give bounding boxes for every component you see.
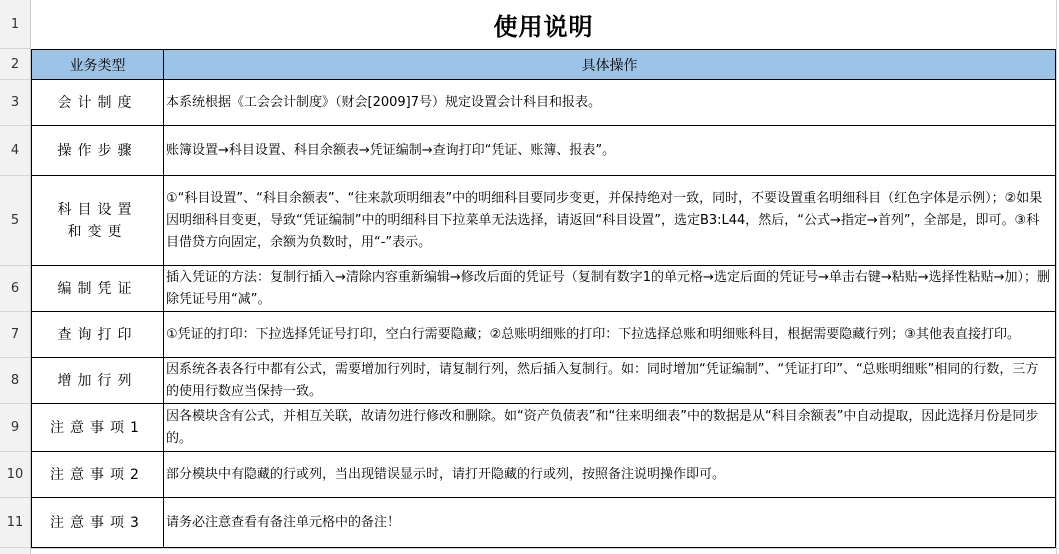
header-business-type[interactable]: 业务类型	[31, 49, 164, 80]
gridline	[1056, 0, 1057, 554]
row-header-2[interactable]: 2	[0, 49, 31, 80]
type-cell[interactable]: 注意事项1	[31, 404, 164, 452]
operation-cell[interactable]: 因系统各表各行中都有公式，需要增加行列时，请复制行列，然后插入复制行。如：同时增加“凭证编制”、“凭证打印”、“总账明细账”相同的行数，三方的使用行数应当保持一致。	[163, 358, 1056, 404]
operation-cell[interactable]: 插入凭证的方法：复制行插入→清除内容重新编辑→修改后面的凭证号（复制有数字1的单元格→选定后面的凭证号→单击右键→粘贴→选择性粘贴→加）；删除凭证号用“减”。	[163, 266, 1056, 312]
row-header-12[interactable]	[0, 548, 31, 554]
row-header-9[interactable]: 9	[0, 404, 31, 452]
operation-cell[interactable]: 请务必注意查看有备注单元格中的备注！	[163, 498, 1056, 548]
type-cell[interactable]: 查询打印	[31, 312, 164, 358]
page-title[interactable]	[31, 0, 1056, 50]
type-cell[interactable]: 会计制度	[31, 80, 164, 126]
row-header-6[interactable]: 6	[0, 266, 31, 312]
header-operation[interactable]: 具体操作	[163, 49, 1056, 80]
row-header-11[interactable]: 11	[0, 498, 31, 548]
title-text: 使用说明	[493, 13, 594, 41]
row-header-7[interactable]: 7	[0, 312, 31, 358]
row-header-8[interactable]: 8	[0, 358, 31, 404]
type-cell[interactable]: 操作步骤	[31, 126, 164, 176]
gridline	[31, 548, 1059, 549]
operation-cell[interactable]: 账簿设置→科目设置、科目余额表→凭证编制→查询打印“凭证、账簿、报表”。	[163, 126, 1056, 176]
row-header-1[interactable]: 1	[0, 0, 31, 49]
row-header-10[interactable]: 10	[0, 452, 31, 498]
type-cell[interactable]: 科目设置和变更	[31, 176, 164, 266]
operation-cell[interactable]: ①“科目设置”、“科目余额表”、“往来款项明细表”中的明细科目要同步变更，并保持绝对一致，同时，不要设置重名明细科目（红色字体是示例）；②如果因明细科目变更，导致“凭证编制”中的明细科目下拉菜单无法选择，请返回“科目设置”，选定B3:L44，然后，“公式→指定→首列”，全部是，即可。③科目借贷方向固定，余额为负数时，用“-”表示。	[163, 176, 1056, 266]
operation-cell[interactable]: ①凭证的打印：下拉选择凭证号打印，空白行需要隐藏；②总账明细账的打印：下拉选择总账和明细账科目，根据需要隐藏行列；③其他表直接打印。	[163, 312, 1056, 358]
type-cell[interactable]: 注意事项2	[31, 452, 164, 498]
type-cell[interactable]: 编制凭证	[31, 266, 164, 312]
type-cell[interactable]: 增加行列	[31, 358, 164, 404]
row-header-4[interactable]: 4	[0, 126, 31, 176]
row-header-5[interactable]: 5	[0, 176, 31, 266]
operation-cell[interactable]: 本系统根据《工会会计制度》（财会[2009]7号）规定设置会计科目和报表。	[163, 80, 1056, 126]
row-header-3[interactable]: 3	[0, 80, 31, 126]
operation-cell[interactable]: 部分模块中有隐藏的行或列，当出现错误显示时，请打开隐藏的行或列，按照备注说明操作即可。	[163, 452, 1056, 498]
type-cell[interactable]: 注意事项3	[31, 498, 164, 548]
operation-cell[interactable]: 因各模块含有公式，并相互关联，故请勿进行修改和删除。如“资产负债表”和“往来明细表”中的数据是从“科目余额表”中自动提取，因此选择月份是同步的。	[163, 404, 1056, 452]
